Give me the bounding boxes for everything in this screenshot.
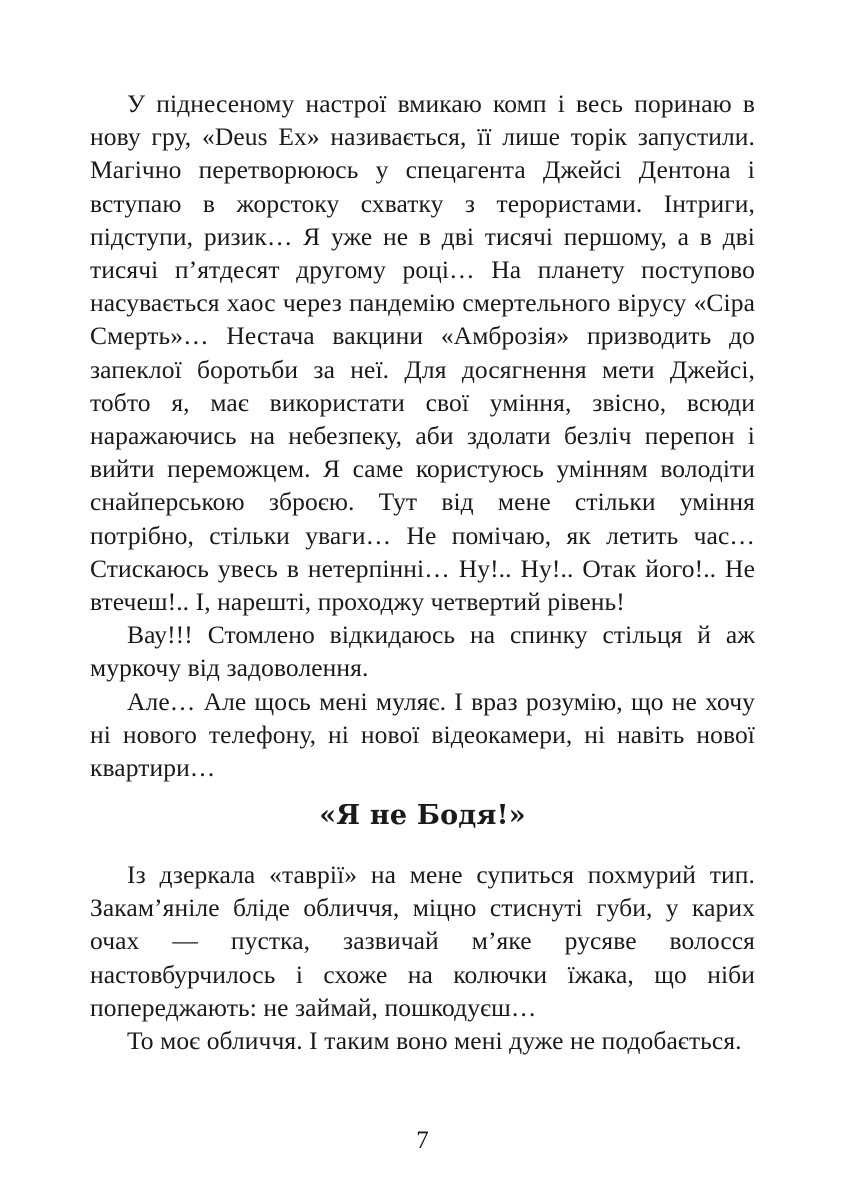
paragraph: У піднесеному настрої вмикаю комп і весь поринаю в нову гру, «Deus Ex» називається, її лише торік запустили. Магічно перетворююсь у спецагента Джейсі Дентона і вступаю в жорстоку схватку з терористами. Інтриги, підступи, ризик… Я уже не в дві тисячі першому, а в дві тисячі п’ятдесят другому році… На планету поступово насувається хаос через пандемію смертельного вірусу «Сіра Смерть»… Нестача вакцини «Амброзія» призводить до запеклої боротьби за неї. Для досягнення мети Джейсі, тобто я, має використати свої уміння, звісно, всюди наражаючись на небезпеку, аби здолати безліч перепон і вийти переможцем. Я саме користуюсь умінням володіти снайперською зброєю. Тут від мене стільки уміння потрібно, стільки уваги… Не помічаю, як летить час… Стискаюсь увесь в нетерпінні… Ну!.. Ну!.. Отак його!.. Не втечеш!.. І, нарешті, проходжу четвертий рівень!	[90, 89, 755, 617]
paragraph: Із дзеркала «таврії» на мене супиться похмурий тип. Закам’яніле бліде обличчя, міцно стиснуті губи, у карих очах — пустка, зазвичай м’яке русяве волосся настовбурчилось і схоже на колючки їжака, що ніби попереджають: не займай, пошкодуєш…	[90, 860, 755, 1022]
page-number: 7	[416, 1127, 429, 1154]
chapter-title: «Я не Бодя!»	[319, 800, 526, 831]
text-section-1	[90, 87, 755, 784]
paragraph: Вау!!! Стомлено відкидаюсь на спинку стільця й аж муркочу від задоволення.	[90, 620, 755, 683]
paragraph: То моє обличчя. І таким воно мені дуже не подобається.	[127, 1026, 742, 1056]
paragraph: Але… Але щось мені муляє. І враз розумію, що не хочу ні нового телефону, ні нової відеокамери, ні навіть нової квартири…	[90, 686, 755, 783]
text-section-2	[90, 858, 755, 1057]
